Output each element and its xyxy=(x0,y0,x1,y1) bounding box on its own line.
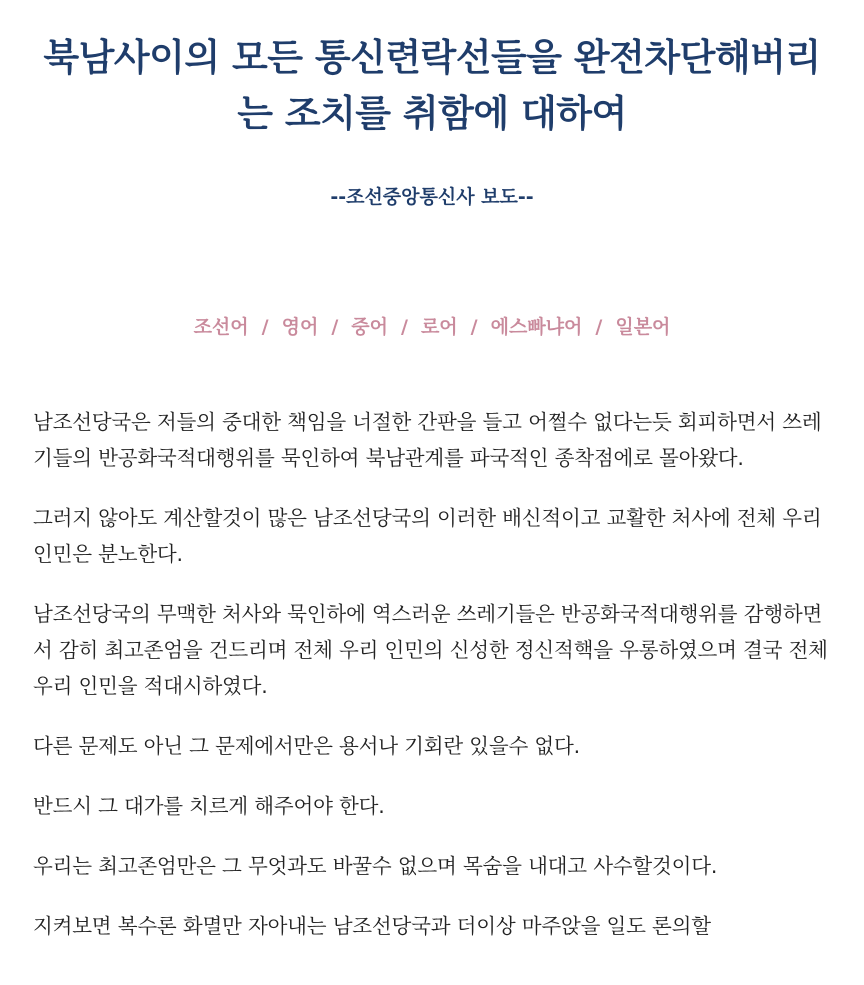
article-paragraph: 그러지 않아도 계산할것이 많은 남조선당국의 이러한 배신적이고 교활한 처사에 전체 우리 인민은 분노한다. xyxy=(33,506,822,566)
lang-link-chinese[interactable]: 중어 xyxy=(351,316,388,338)
article-paragraph: 다른 문제도 아닌 그 문제에서만은 용서나 기회란 있을수 없다. xyxy=(33,734,580,758)
lang-link-spanish[interactable]: 에스빠냐어 xyxy=(490,316,583,338)
lang-separator: / xyxy=(470,316,478,338)
lang-separator: / xyxy=(331,316,339,338)
lang-separator: / xyxy=(595,316,603,338)
article-paragraph: 지켜보면 복수론 화멸만 자아내는 남조선당국과 더이상 마주앉을 일도 론의할 xyxy=(33,914,711,938)
article-paragraph: 반드시 그 대가를 치르게 해주어야 한다. xyxy=(33,794,385,818)
article-paragraph: 남조선당국의 무맥한 처사와 묵인하에 역스러운 쓰레기들은 반공화국적대행위를 감행하면서 감히 최고존엄을 건드리며 전체 우리 인민의 신성한 정신적핵을 우롱하였으며 결국 전체 우리 인민을 적대시하였다. xyxy=(33,602,828,698)
news-source: --조선중앙통신사 보도-- xyxy=(330,186,534,208)
headline-line-2: 는 조치를 취함에 대하여 xyxy=(237,92,627,135)
lang-link-japanese[interactable]: 일본어 xyxy=(615,316,671,338)
article-paragraph: 우리는 최고존엄만은 그 무엇과도 바꿀수 없으며 목숨을 내대고 사수할것이다. xyxy=(33,854,718,878)
lang-link-russian[interactable]: 로어 xyxy=(420,316,458,338)
lang-link-english[interactable]: 영어 xyxy=(281,316,319,338)
article-headline xyxy=(0,0,864,142)
article-body xyxy=(0,404,864,944)
lang-separator: / xyxy=(261,316,269,338)
language-selector xyxy=(0,314,864,340)
lang-link-korean[interactable]: 조선어 xyxy=(193,316,249,338)
lang-separator: / xyxy=(400,316,408,338)
article-paragraph: 남조선당국은 저들의 중대한 책임을 너절한 간판을 들고 어쩔수 없다는듯 회피하면서 쓰레기들의 반공화국적대행위를 묵인하여 북남관계를 파국적인 종착점에로 몰아왔다. xyxy=(33,410,822,470)
headline-line-1: 북남사이의 모든 통신련락선들을 완전차단해버리 xyxy=(43,36,821,79)
